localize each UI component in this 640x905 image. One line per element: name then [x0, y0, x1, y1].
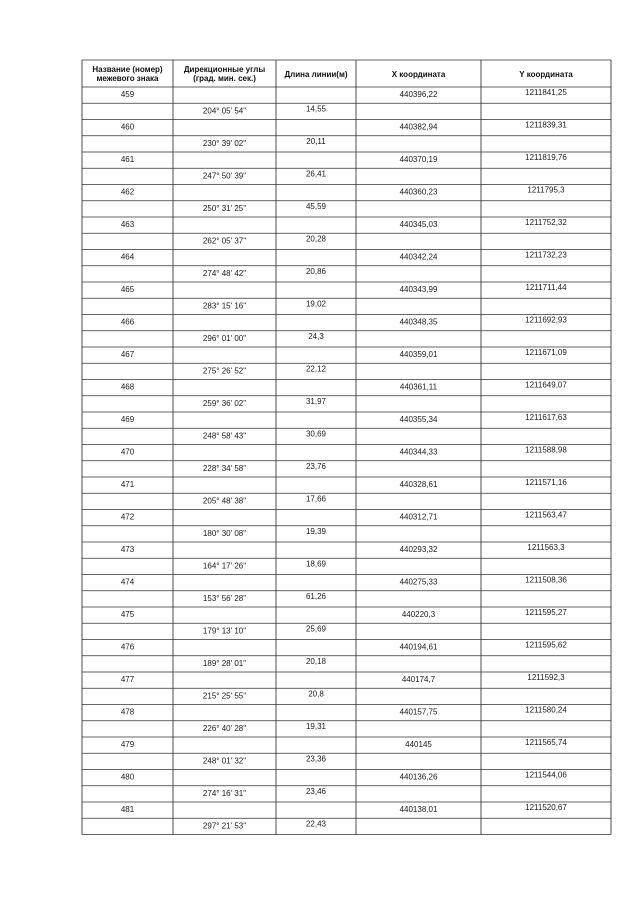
- y-coordinate: 1211617,63: [525, 413, 567, 423]
- column-header-3: X координата: [391, 70, 446, 79]
- direction-angle: 180° 30' 08": [202, 528, 247, 538]
- column-header-1: Дирекционные углы (град. мин. сек.): [183, 65, 266, 83]
- line-length: 30,69: [305, 429, 327, 439]
- y-coordinate: 1211711,44: [525, 283, 567, 293]
- y-coordinate: 1211839,31: [525, 120, 567, 130]
- x-coordinate: 440220,3: [401, 610, 436, 620]
- mark-name: 472: [120, 512, 135, 522]
- y-coordinate: 1211732,23: [525, 250, 567, 260]
- mark-name: 466: [120, 317, 135, 327]
- mark-name: 477: [120, 675, 135, 685]
- mark-name: 468: [120, 382, 135, 392]
- column-header-4: Y координата: [519, 70, 573, 79]
- x-coordinate: 440370,19: [399, 155, 438, 165]
- y-coordinate: 1211563,3: [527, 543, 565, 553]
- x-coordinate: 440360,23: [399, 187, 438, 197]
- line-length: 19,31: [305, 721, 327, 731]
- line-length: 19,39: [305, 526, 327, 536]
- line-length: 61,26: [305, 591, 327, 601]
- direction-angle: 248° 58' 43": [202, 431, 247, 441]
- line-length: 20,8: [308, 689, 324, 699]
- direction-angle: 230° 39' 02": [202, 138, 247, 148]
- y-coordinate: 1211588,98: [525, 445, 567, 455]
- line-length: 22,43: [305, 819, 327, 829]
- mark-name: 479: [120, 740, 135, 750]
- line-length: 24,3: [308, 331, 324, 341]
- line-length: 17,66: [305, 494, 327, 504]
- mark-name: 478: [120, 707, 135, 717]
- line-length: 20,28: [305, 234, 327, 244]
- line-length: 20,18: [305, 656, 327, 666]
- direction-angle: 262° 05' 37": [202, 236, 247, 246]
- y-coordinate: 1211508,36: [525, 575, 567, 585]
- x-coordinate: 440145: [405, 740, 432, 750]
- line-length: 14,55: [305, 104, 327, 114]
- mark-name: 476: [120, 642, 135, 652]
- mark-name: 475: [120, 610, 135, 620]
- x-coordinate: 440345,03: [399, 220, 438, 230]
- line-length: 19,02: [305, 299, 327, 309]
- x-coordinate: 440312,71: [399, 512, 438, 522]
- line-length: 22,12: [305, 364, 327, 374]
- mark-name: 480: [120, 772, 135, 782]
- direction-angle: 179° 13' 10": [202, 626, 247, 636]
- direction-angle: 204° 05' 54": [202, 106, 247, 116]
- direction-angle: 274° 48' 42": [202, 268, 247, 278]
- mark-name: 470: [120, 447, 135, 457]
- x-coordinate: 440157,75: [399, 707, 438, 717]
- y-coordinate: 1211795,3: [527, 185, 565, 195]
- line-length: 25,69: [305, 624, 327, 634]
- line-length: 23,76: [305, 461, 327, 471]
- column-header-0: Название (номер) межевого знака: [92, 65, 163, 83]
- direction-angle: 228° 34' 58": [202, 463, 247, 473]
- mark-name: 474: [120, 577, 135, 587]
- direction-angle: 274° 16' 31": [202, 788, 247, 798]
- y-coordinate: 1211649,07: [525, 380, 567, 390]
- column-header-2: Длина линии(м): [284, 70, 348, 79]
- x-coordinate: 440328,61: [399, 480, 438, 490]
- line-length: 18,69: [305, 559, 327, 569]
- x-coordinate: 440275,33: [399, 577, 438, 587]
- direction-angle: 275° 26' 52": [202, 366, 247, 376]
- direction-angle: 215° 25' 55": [202, 691, 247, 701]
- y-coordinate: 1211595,62: [525, 640, 567, 650]
- y-coordinate: 1211752,32: [525, 218, 567, 228]
- line-length: 26,41: [305, 169, 327, 179]
- line-length: 20,11: [306, 136, 326, 146]
- x-coordinate: 440359,01: [399, 350, 438, 360]
- y-coordinate: 1211692,93: [525, 315, 567, 325]
- x-coordinate: 440396,22: [399, 90, 438, 100]
- direction-angle: 153° 56' 28": [202, 593, 247, 603]
- mark-name: 481: [120, 805, 135, 815]
- y-coordinate: 1211595,27: [525, 608, 567, 618]
- x-coordinate: 440342,24: [399, 252, 438, 262]
- line-length: 31,97: [305, 396, 327, 406]
- y-coordinate: 1211671,09: [525, 348, 567, 358]
- mark-name: 471: [120, 480, 135, 490]
- x-coordinate: 440174,7: [401, 675, 436, 685]
- y-coordinate: 1211571,16: [525, 478, 567, 488]
- y-coordinate: 1211563,47: [525, 510, 567, 520]
- y-coordinate: 1211841,25: [525, 88, 567, 98]
- direction-angle: 189° 28' 01": [202, 658, 247, 668]
- direction-angle: 296° 01' 00": [202, 333, 247, 343]
- direction-angle: 297° 21' 53": [202, 821, 247, 831]
- mark-name: 460: [120, 122, 135, 132]
- x-coordinate: 440293,32: [399, 545, 438, 555]
- direction-angle: 248° 01' 32": [202, 756, 247, 766]
- mark-name: 464: [120, 252, 135, 262]
- x-coordinate: 440344,33: [399, 447, 438, 457]
- x-coordinate: 440138,01: [399, 805, 438, 815]
- y-coordinate: 1211819,76: [525, 153, 567, 163]
- y-coordinate: 1211544,06: [525, 770, 567, 780]
- x-coordinate: 440348,35: [399, 317, 438, 327]
- y-coordinate: 1211592,3: [527, 673, 565, 683]
- direction-angle: 250° 31' 25": [202, 203, 247, 213]
- mark-name: 462: [120, 187, 135, 197]
- y-coordinate: 1211580,24: [525, 705, 567, 715]
- line-length: 20,86: [305, 266, 327, 276]
- direction-angle: 164° 17' 26": [202, 561, 247, 571]
- line-length: 23,36: [305, 754, 327, 764]
- x-coordinate: 440136,26: [399, 772, 438, 782]
- direction-angle: 205° 48' 38": [202, 496, 247, 506]
- line-length: 23,46: [305, 786, 327, 796]
- y-coordinate: 1211565,74: [525, 738, 567, 748]
- x-coordinate: 440343,99: [399, 285, 438, 295]
- mark-name: 469: [120, 415, 135, 425]
- direction-angle: 226° 40' 28": [202, 723, 247, 733]
- mark-name: 473: [120, 545, 135, 555]
- y-coordinate: 1211520,67: [525, 803, 567, 813]
- x-coordinate: 440355,34: [399, 415, 438, 425]
- mark-name: 465: [120, 285, 135, 295]
- mark-name: 467: [120, 350, 135, 360]
- x-coordinate: 440194,61: [399, 642, 438, 652]
- line-length: 45,59: [305, 201, 327, 211]
- direction-angle: 283° 15' 16": [202, 301, 247, 311]
- mark-name: 461: [120, 155, 135, 165]
- x-coordinate: 440382,94: [399, 122, 438, 132]
- direction-angle: 259° 36' 02": [202, 398, 247, 408]
- mark-name: 463: [120, 220, 135, 230]
- direction-angle: 247° 50' 39": [202, 171, 247, 181]
- mark-name: 459: [120, 90, 135, 100]
- x-coordinate: 440361,11: [399, 382, 438, 392]
